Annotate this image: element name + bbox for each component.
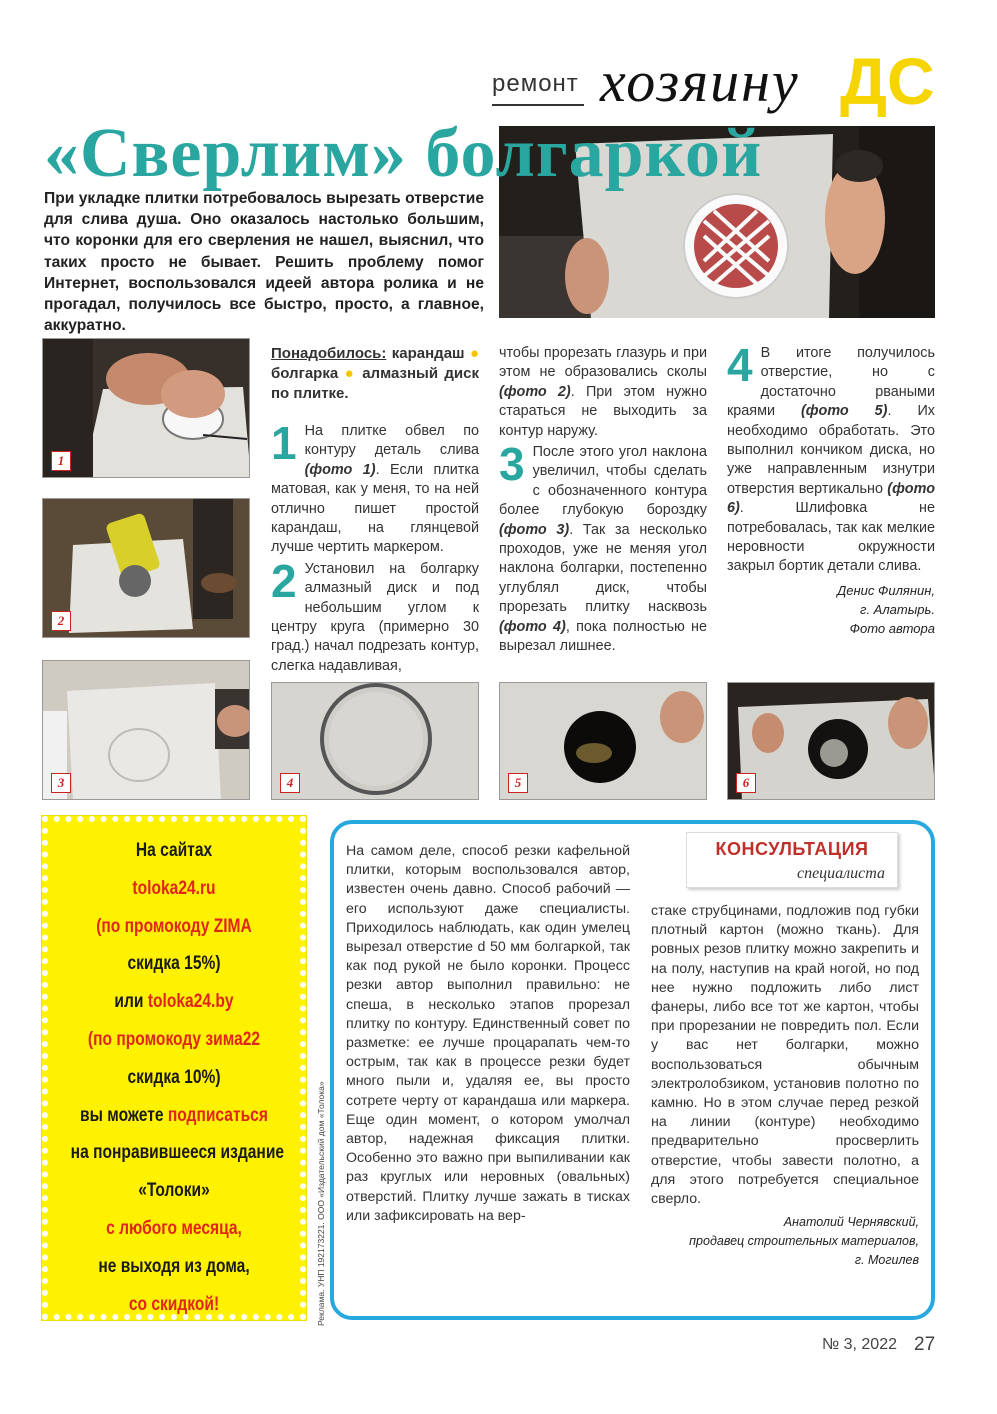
bullet-dot-icon: ●: [469, 345, 479, 362]
article-column-2: [499, 344, 707, 657]
ds-logo: ДС: [840, 44, 935, 118]
step-text: . Если плитка матовая, как у меня, то на ней отлично пишет простой карандаш, на глянцевой лучше чертить маркером.: [271, 461, 479, 556]
promo-line: [71, 1097, 278, 1135]
rubric-underline: [492, 104, 584, 106]
author-signature: [727, 581, 935, 638]
consultation-badge: [686, 832, 898, 888]
promo-line: на понравившееся издание: [70, 1142, 285, 1164]
step-number: 3: [499, 438, 525, 491]
step-text: , пока полностью не вырезал лишнее.: [499, 618, 707, 655]
needs-list: [271, 344, 479, 404]
photo-6-illustration: [728, 683, 935, 800]
needs-item: болгарка: [271, 365, 339, 382]
photo-2-illustration: [43, 499, 250, 638]
promo-box: [42, 816, 306, 1320]
promo-link[interactable]: toloka24.by: [147, 991, 234, 1013]
promo-link[interactable]: toloka24.ru: [132, 877, 216, 899]
photo-number: 3: [51, 773, 71, 793]
photo-ref: (фото 2): [499, 383, 571, 400]
consultation-subtitle: специалиста: [796, 865, 885, 882]
photo-1-illustration: [43, 339, 250, 478]
page-number: 27: [914, 1334, 936, 1355]
promo-word: или: [114, 991, 148, 1013]
author-name: Денис Филянин,: [837, 582, 935, 598]
consultation-text: стаке струбцинами, подложив под губки плотный картон (можно ткань). Для ровных резов плитку можно закрепить и на полу, наступив на край ногой, но под нее нужно подложить либо лист фанеры, либо все тот же картон, чтобы при прорезании не повредить пол. Если у вас нет болгарки, можно воспользоваться обычным электролобзиком, установив полотно по камню. Но в этом случае перед резкой на линии (контуре) необходимо предварительно просверлить отверстие, чтобы завести полотно, а для этого потребуется специальное сверло.: [651, 903, 919, 1208]
ad-disclaimer: [312, 1010, 332, 1330]
step-4: [727, 339, 935, 577]
issue-number: № 3, 2022: [822, 1336, 897, 1353]
consultant-signature: [651, 1213, 919, 1270]
promo-line: скидка 10%): [127, 1066, 221, 1088]
step-1: [271, 417, 479, 558]
promo-line: [71, 983, 278, 1021]
step-text: . При этом нужно стараться не выходить за контур наружу.: [499, 383, 707, 439]
consultant-city: г. Могилев: [854, 1253, 919, 1268]
step-number: 4: [727, 339, 753, 391]
consultation-column-1: На самом деле, способ резки кафельной плитки, которым воспользовался автор, известен очень давно. Способ рабочий — его используют даже специалисты. Приходилось наблюдать, как один умелец вырезал отверстие d 50 мм болгаркой, так как под рукой не было коронки. Процесс резки автор выполнил правильно: не спеша, в несколько этапов прорезал плитку по контуру. Единственный совет по разметке: ее лучше процарапать чем-то острым, так как в процессе резки будет много пыли и, удаляя ее, вы просто сотрете черту от карандаша или маркера. Еще один момент, о котором умолчал автор, надежная фиксация плитки. Особенно это важно при выпиливании как раз круглых или неровных (овальных) отверстий. Плитку лучше зажать в тисках или зафиксировать на вер-: [346, 843, 630, 1224]
photo-3: [42, 660, 250, 800]
step-text: чтобы прорезать глазурь и при этом не образовались сколы: [499, 345, 707, 381]
promo-subscribe: подписаться: [167, 1104, 268, 1126]
author-city: г. Алатырь.: [860, 601, 935, 617]
photo-credit: Фото автора: [849, 620, 935, 636]
photo-4-illustration: [272, 683, 479, 800]
photo-4: [271, 682, 479, 800]
rubric-small: ремонт: [492, 70, 579, 97]
rubric-main: хозяину: [600, 49, 800, 114]
promo-text: [48, 822, 300, 1323]
promo-line: На сайтах: [135, 840, 213, 861]
promo-line: с любого месяца,: [106, 1217, 242, 1239]
photo-number: 2: [51, 611, 71, 631]
photo-5-illustration: [500, 683, 707, 800]
step-text: На плитке обвел по контуру деталь слива: [304, 423, 479, 459]
step-number: 2: [271, 554, 297, 607]
promo-line: (по промокоду ZIMA: [96, 915, 252, 937]
photo-2: [42, 498, 250, 638]
needs-label: Понадобилось:: [271, 345, 387, 362]
consultant-role: продавец строительных материалов,: [689, 1234, 919, 1249]
photo-number: 6: [736, 773, 756, 793]
step-text: В итоге получилось отверстие, но с достаточно рваными краями: [727, 345, 935, 420]
step-text: . Шлифовка не потребовалась, так как мелкие неровности окружности закрыл бортик детали слива.: [727, 500, 935, 575]
needs-item: алмазный диск по плитке.: [271, 365, 480, 402]
photo-ref: (фото 6): [727, 480, 935, 517]
photo-3-illustration: [43, 661, 250, 800]
step-text: . Их необходимо обработать. Это выполнил кончиком диска, но уже направленным изнутри отверстия вертикально: [727, 403, 935, 497]
article-column-3: [727, 339, 935, 638]
step-2-continued: [499, 344, 707, 441]
article-column-1: [271, 344, 479, 676]
photo-6: [727, 682, 935, 800]
promo-line: «Толоки»: [138, 1180, 210, 1202]
step-3: [499, 438, 707, 656]
promo-line: (по промокоду зима22: [87, 1028, 261, 1050]
photo-number: 4: [280, 773, 300, 793]
bullet-dot-icon: ●: [344, 365, 356, 382]
step-text: . Так за несколько проходов, уже не меняя угол наклона болгарки, постепенно углублял диск, чтобы прорезать плитку насквозь: [499, 521, 707, 616]
photo-ref: (фото 3): [499, 521, 570, 538]
needs-item: карандаш: [391, 345, 465, 362]
step-text: После этого угол наклона увеличил, чтобы сделать с обозначенного контура более глубокую бороздку: [499, 444, 707, 519]
promo-word: вы можете: [80, 1104, 168, 1126]
photo-ref: (фото 1): [304, 461, 376, 478]
photo-5: [499, 682, 707, 800]
promo-line: не выходя из дома,: [98, 1255, 250, 1277]
photo-number: 1: [51, 451, 71, 471]
consultation-title: КОНСУЛЬТАЦИЯ: [715, 839, 869, 859]
photo-ref: (фото 4): [499, 618, 566, 635]
consultation-column-2: [651, 902, 919, 1270]
promo-line: со скидкой!: [128, 1293, 220, 1315]
step-text: Установил на болгарку алмазный диск и под небольшим углом к центру круга (примерно 30 град.) начал подрезать контур, слегка надавливая,: [271, 560, 479, 674]
photo-ref: (фото 5): [801, 403, 888, 420]
consultant-name: Анатолий Чернявский,: [783, 1215, 919, 1230]
article-title: «Сверлим» болгаркой: [44, 115, 763, 192]
promo-line: скидка 15%): [127, 953, 221, 975]
photo-1: [42, 338, 250, 478]
lead-paragraph: При укладке плитки потребовалось вырезать отверстие для слива душа. Оно оказалось настолько большим, что коронки для его сверления не нашел, выяснил, что таких просто не бывает. Решить проблему помог Интернет, воспользовался идеей автора ролика и не прогадал, получилось все быстро, просто, а главное, аккуратно.: [44, 190, 484, 335]
photo-number: 5: [508, 773, 528, 793]
step-2: [271, 554, 479, 676]
ad-disclaimer-text: Реклама. УНП 192173221. ООО «Издательский дом «Толока»: [316, 1081, 326, 1326]
step-number: 1: [271, 417, 297, 469]
